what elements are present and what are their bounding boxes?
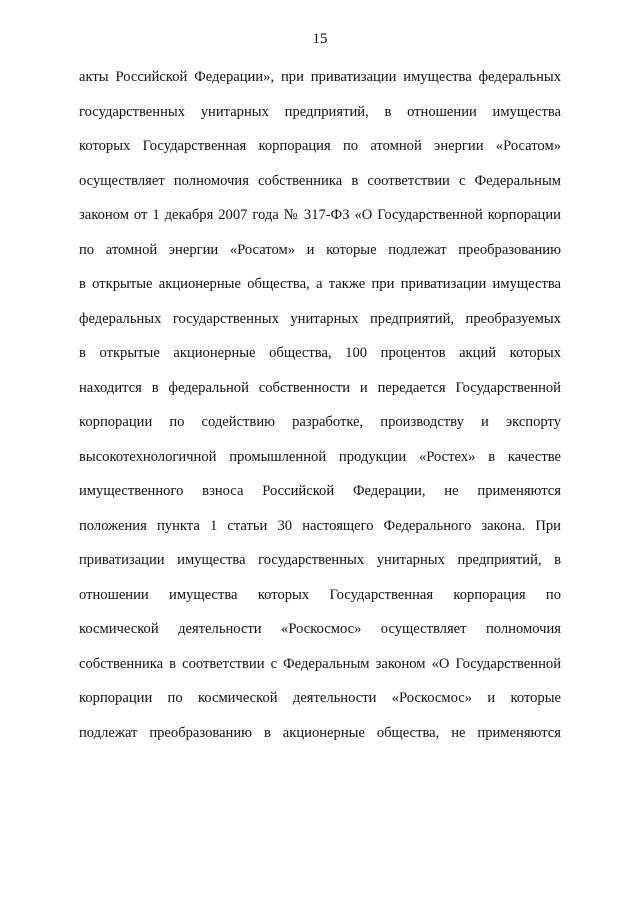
body-paragraph xyxy=(79,66,561,756)
text-line: приватизации имущества государственных унитарных предприятий, в xyxy=(79,552,561,568)
text-line: которых Государственная корпорация по атомной энергии «Росатом» xyxy=(79,138,561,154)
text-line: отношении имущества которых Государственная корпорация по xyxy=(79,586,561,603)
text-line: высокотехнологичной промышленной продукции «Ростех» в качестве xyxy=(79,448,561,465)
text-line: корпорации по космической деятельности «Роскосмос» и которые xyxy=(79,690,561,706)
text-line: имущественного взноса Российской Федерации, не применяются xyxy=(79,483,561,499)
text-line: законом от 1 декабря 2007 года № 317-ФЗ «О Государственной корпорации xyxy=(79,207,561,223)
text-line: федеральных государственных унитарных предприятий, преобразуемых xyxy=(79,310,561,327)
text-line: осуществляет полномочия собственника в соответствии с Федеральным xyxy=(79,172,561,189)
text-line: положения пункта 1 статьи 30 настоящего Федерального закона. При xyxy=(79,517,561,534)
text-line: в открытые акционерные общества, а также при приватизации имущества xyxy=(79,276,561,292)
page-number: 15 xyxy=(312,31,328,47)
text-line: собственника в соответствии с Федеральным законом «О Государственной xyxy=(79,655,561,672)
text-line: акты Российской Федерации», при приватизации имущества федеральных xyxy=(79,69,561,85)
text-line: подлежат преобразованию в акционерные общества, не применяются xyxy=(79,724,561,741)
text-line: космической деятельности «Роскосмос» осуществляет полномочия xyxy=(79,621,561,637)
text-line: корпорации по содействию разработке, производству и экспорту xyxy=(79,414,561,430)
text-line: государственных унитарных предприятий, в отношении имущества xyxy=(79,103,561,120)
text-line: по атомной энергии «Росатом» и которые подлежат преобразованию xyxy=(79,241,561,258)
text-line: находится в федеральной собственности и передается Государственной xyxy=(79,379,561,396)
text-line: в открытые акционерные общества, 100 процентов акций которых xyxy=(79,345,561,361)
